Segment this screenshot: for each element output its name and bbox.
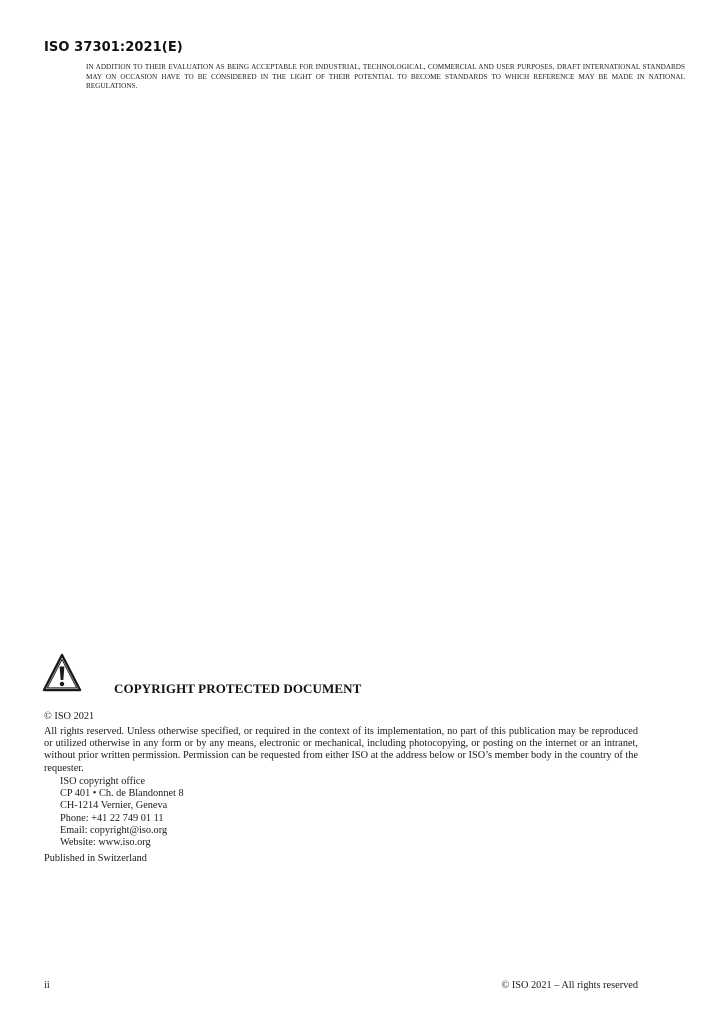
address-street: CP 401 • Ch. de Blandonnet 8 [60, 788, 184, 800]
copyright-office-address [60, 776, 184, 849]
address-phone: Phone: +41 22 749 01 11 [60, 812, 164, 824]
address-website: Website: www.iso.org [60, 837, 151, 849]
published-location: Published in Switzerland [44, 853, 147, 864]
draft-disclaimer: IN ADDITION TO THEIR EVALUATION AS BEING ACCEPTABLE FOR INDUSTRIAL, TECHNOLOGICAL, COMMERCIAL AND USER PURPOSES, DRAFT INTERNATIONAL STANDARDS MAY ON OCCASION HAVE TO BE CONSIDERED IN THE LIGHT OF THEIR POTENTIAL TO BECOME STANDARDS TO WHICH REFERENCE MAY BE MADE IN NATIONAL REGULATIONS. [86, 63, 685, 91]
document-id-header: ISO 37301:2021(E) [44, 40, 183, 55]
page-number: ii [44, 980, 50, 991]
footer-copyright: © ISO 2021 – All rights reserved [501, 980, 638, 991]
address-office: ISO copyright office [60, 776, 146, 787]
rights-statement: All rights reserved. Unless otherwise specified, or required in the context of its implementation, no part of this publication may be reproduced or utilized otherwise in any form or by any means, electronic or mechanical, including photocopying, or posting on the internet or an intranet, without prior written permission. Permission can be requested from either ISO at the address below or ISO’s member body in the country of the requester. [44, 726, 638, 774]
copyright-year: © ISO 2021 [44, 711, 95, 722]
address-email: Email: copyright@iso.org [60, 824, 168, 836]
warning-triangle-exclamation-icon [42, 653, 82, 693]
address-city: CH-1214 Vernier, Geneva [60, 800, 168, 812]
copyright-title: COPYRIGHT PROTECTED DOCUMENT [114, 681, 362, 696]
